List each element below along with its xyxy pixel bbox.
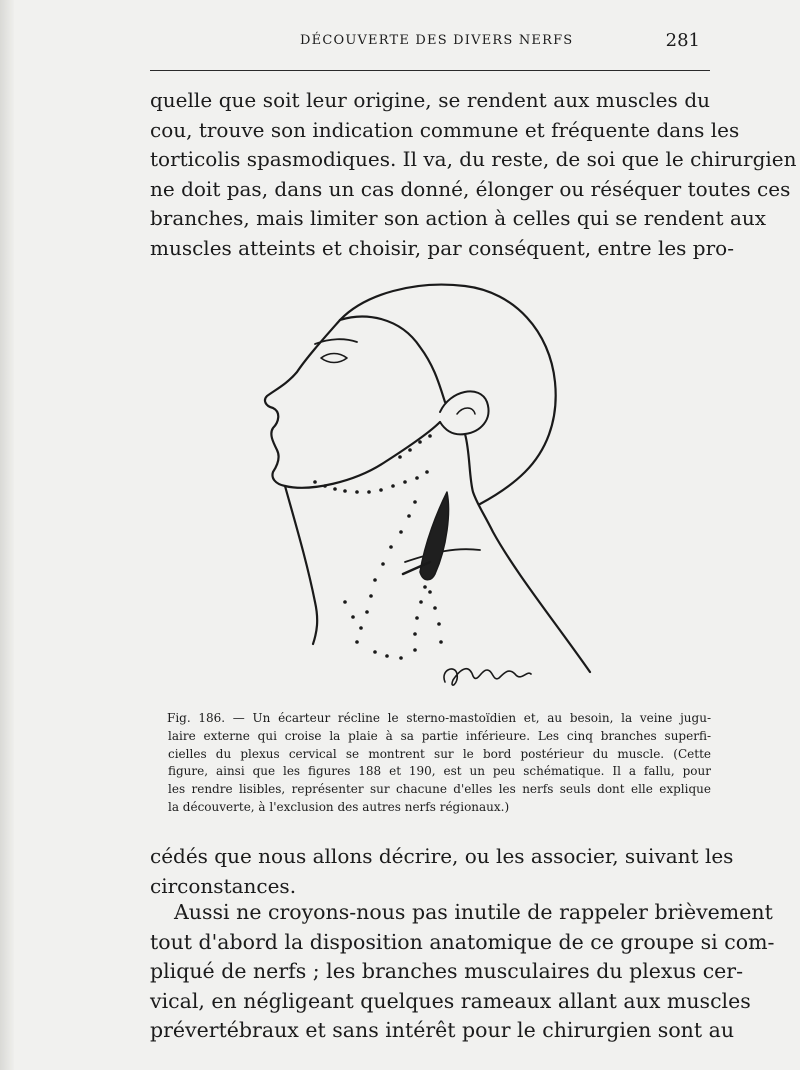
text-line: torticolis spasmodiques. Il va, du reste, de soi que le chirurgien bbox=[150, 147, 797, 172]
text-line: prévertébraux et sans intérêt pour le chirurgien sont au bbox=[150, 1018, 735, 1043]
text-line: cou, trouve son indication commune et fréquente dans les bbox=[150, 117, 740, 142]
text-line: muscles atteints et choisir, par conséquent, entre les pro- bbox=[150, 235, 734, 260]
paragraph-after-figure bbox=[150, 842, 734, 901]
figure-caption bbox=[167, 710, 711, 817]
text-line: branches, mais limiter son action à celles qui se rendent aux bbox=[150, 206, 767, 231]
running-head: DÉCOUVERTE DES DIVERS NERFS bbox=[300, 33, 574, 48]
text-line: cédés que nous allons décrire, ou les associer, suivant les bbox=[150, 844, 734, 868]
figure-illustration bbox=[225, 272, 615, 710]
text-line: circonstances. bbox=[150, 873, 297, 898]
caption-line: laire externe qui croise la plaie à sa partie inférieure. Les cinq branches superfi- bbox=[168, 728, 711, 743]
text-line: ne doit pas, dans un cas donné, élonger ou réséquer toutes ces bbox=[150, 176, 791, 201]
text-line: Aussi ne croyons-nous pas inutile de rappeler brièvement bbox=[174, 900, 773, 924]
text-line: quelle que soit leur origine, se rendent aux muscles du bbox=[150, 88, 710, 112]
caption-line: cielles du plexus cervical se montrent sur le bord postérieur du muscle. (Cette bbox=[168, 746, 711, 761]
text-line: tout d'abord la disposition anatomique de ce groupe si com- bbox=[150, 929, 775, 954]
caption-line: Fig. 186. — Un écarteur récline le sterno-mastoïdien et, au besoin, la veine jugu- bbox=[167, 711, 711, 725]
nerve-dots bbox=[313, 434, 443, 660]
eye bbox=[321, 354, 347, 363]
neck-front bbox=[285, 486, 317, 644]
paragraph-bottom bbox=[150, 898, 775, 1046]
text-line: pliqué de nerfs ; les branches musculaires du plexus cer- bbox=[150, 959, 744, 984]
incision-wound bbox=[420, 492, 449, 580]
signature-stroke bbox=[444, 669, 531, 685]
text-line: vical, en négligeant quelques rameaux allant aux muscles bbox=[150, 988, 751, 1013]
page-header bbox=[150, 30, 710, 71]
caption-line: les rendre lisibles, représenter sur chacune d'elles les nerfs seuls dont elle explique bbox=[168, 782, 711, 797]
page-number: 281 bbox=[665, 30, 700, 51]
caption-line: la découverte, à l'exclusion des autres nerfs régionaux.) bbox=[168, 799, 510, 814]
neck-surgery-drawing bbox=[225, 272, 615, 710]
face-profile bbox=[265, 320, 340, 486]
ear bbox=[440, 391, 488, 434]
ear-inner bbox=[457, 408, 475, 414]
caption-line: figure, ainsi que les figures 188 et 190, est un peu schématique. Il a fallu, pour bbox=[168, 764, 711, 779]
hairline bbox=[340, 317, 445, 402]
paragraph-top bbox=[150, 86, 797, 264]
